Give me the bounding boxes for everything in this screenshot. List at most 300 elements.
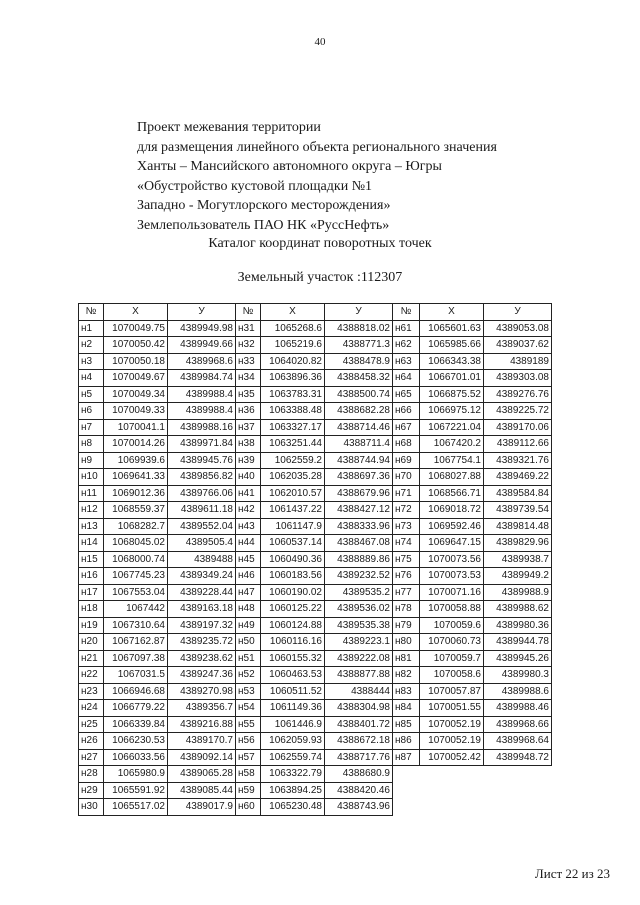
header-line: для размещения линейного объекта регионального значения [137, 139, 497, 155]
x-coordinate-cell: 1065230.48 [261, 799, 325, 816]
point-id-cell: н19 [79, 617, 104, 634]
y-coordinate-cell: 4389535.38 [325, 617, 393, 634]
x-coordinate-cell: 1067031.5 [104, 667, 168, 684]
x-coordinate-cell: 1067420.2 [420, 436, 484, 453]
x-coordinate-cell: 1063783.31 [261, 386, 325, 403]
x-coordinate-cell: 1060125.22 [261, 601, 325, 618]
y-coordinate-cell: 4389766.06 [168, 485, 236, 502]
x-coordinate-cell: 1066875.52 [420, 386, 484, 403]
table-row [79, 518, 552, 535]
y-coordinate-cell: 4389968.66 [484, 716, 552, 733]
table-row [79, 452, 552, 469]
table-row [79, 436, 552, 453]
x-coordinate-cell: 1065268.6 [261, 320, 325, 337]
table-row [79, 370, 552, 387]
x-coordinate-cell: 1063322.79 [261, 766, 325, 783]
x-coordinate-cell: 1070059.7 [420, 650, 484, 667]
y-coordinate-cell: 4389232.52 [325, 568, 393, 585]
y-coordinate-cell: 4389980.36 [484, 617, 552, 634]
column-header: № [393, 304, 420, 321]
point-id-cell: н77 [393, 584, 420, 601]
x-coordinate-cell: 1064020.82 [261, 353, 325, 370]
point-id-cell: н13 [79, 518, 104, 535]
empty-cell [420, 799, 484, 816]
point-id-cell: н44 [236, 535, 261, 552]
x-coordinate-cell: 1063327.17 [261, 419, 325, 436]
y-coordinate-cell: 4389988.6 [484, 683, 552, 700]
y-coordinate-cell: 4389552.04 [168, 518, 236, 535]
x-coordinate-cell: 1063388.48 [261, 403, 325, 420]
x-coordinate-cell: 1070041.1 [104, 419, 168, 436]
y-coordinate-cell: 4389356.7 [168, 700, 236, 717]
x-coordinate-cell: 1062559.74 [261, 749, 325, 766]
y-coordinate-cell: 4389225.72 [484, 403, 552, 420]
point-id-cell: н58 [236, 766, 261, 783]
y-coordinate-cell: 4388714.46 [325, 419, 393, 436]
table-row [79, 568, 552, 585]
point-id-cell: н64 [393, 370, 420, 387]
x-coordinate-cell: 1060155.32 [261, 650, 325, 667]
x-coordinate-cell: 1066975.12 [420, 403, 484, 420]
point-id-cell: н37 [236, 419, 261, 436]
x-coordinate-cell: 1062059.93 [261, 733, 325, 750]
table-row [79, 584, 552, 601]
x-coordinate-cell: 1070051.55 [420, 700, 484, 717]
point-id-cell: н6 [79, 403, 104, 420]
y-coordinate-cell: 4389584.84 [484, 485, 552, 502]
point-id-cell: н10 [79, 469, 104, 486]
y-coordinate-cell: 4389017.9 [168, 799, 236, 816]
table-row [79, 617, 552, 634]
point-id-cell: н85 [393, 716, 420, 733]
y-coordinate-cell: 4388679.96 [325, 485, 393, 502]
x-coordinate-cell: 1070058.88 [420, 601, 484, 618]
y-coordinate-cell: 4389536.02 [325, 601, 393, 618]
point-id-cell: н52 [236, 667, 261, 684]
table-row [79, 551, 552, 568]
y-coordinate-cell: 4389235.72 [168, 634, 236, 651]
point-id-cell: н18 [79, 601, 104, 618]
y-coordinate-cell: 4388877.88 [325, 667, 393, 684]
y-coordinate-cell: 4389112.66 [484, 436, 552, 453]
point-id-cell: н71 [393, 485, 420, 502]
y-coordinate-cell: 4389971.84 [168, 436, 236, 453]
sheet-label: Лист 22 из 23 [534, 866, 610, 881]
point-id-cell: н32 [236, 337, 261, 354]
x-coordinate-cell: 1070060.73 [420, 634, 484, 651]
x-coordinate-cell: 1066343.38 [420, 353, 484, 370]
point-id-cell: н81 [393, 650, 420, 667]
x-coordinate-cell: 1062035.28 [261, 469, 325, 486]
y-coordinate-cell: 4389988.4 [168, 386, 236, 403]
table-row [79, 485, 552, 502]
x-coordinate-cell: 1068000.74 [104, 551, 168, 568]
y-coordinate-cell: 4389535.2 [325, 584, 393, 601]
y-coordinate-cell: 4388458.32 [325, 370, 393, 387]
point-id-cell: н25 [79, 716, 104, 733]
y-coordinate-cell: 4388304.98 [325, 700, 393, 717]
y-coordinate-cell: 4388744.94 [325, 452, 393, 469]
table-row [79, 535, 552, 552]
point-id-cell: н69 [393, 452, 420, 469]
y-coordinate-cell: 4389349.24 [168, 568, 236, 585]
point-id-cell: н16 [79, 568, 104, 585]
point-id-cell: н56 [236, 733, 261, 750]
x-coordinate-cell: 1067745.23 [104, 568, 168, 585]
y-coordinate-cell: 4389270.98 [168, 683, 236, 700]
x-coordinate-cell: 1060183.56 [261, 568, 325, 585]
table-row [79, 502, 552, 519]
x-coordinate-cell: 1065985.66 [420, 337, 484, 354]
x-coordinate-cell: 1060463.53 [261, 667, 325, 684]
x-coordinate-cell: 1066339.84 [104, 716, 168, 733]
y-coordinate-cell: 4388500.74 [325, 386, 393, 403]
y-coordinate-cell: 4389829.96 [484, 535, 552, 552]
point-id-cell: н46 [236, 568, 261, 585]
catalog-title: Каталог координат поворотных точек [208, 236, 432, 251]
point-id-cell: н76 [393, 568, 420, 585]
point-id-cell: н3 [79, 353, 104, 370]
point-id-cell: н11 [79, 485, 104, 502]
x-coordinate-cell: 1070058.6 [420, 667, 484, 684]
table-row [79, 799, 552, 816]
x-coordinate-cell: 1062010.57 [261, 485, 325, 502]
x-coordinate-cell: 1061437.22 [261, 502, 325, 519]
point-id-cell: н59 [236, 782, 261, 799]
y-coordinate-cell: 4389469.22 [484, 469, 552, 486]
x-coordinate-cell: 1069018.72 [420, 502, 484, 519]
y-coordinate-cell: 4388444 [325, 683, 393, 700]
y-coordinate-cell: 4389092.14 [168, 749, 236, 766]
empty-cell [393, 782, 420, 799]
point-id-cell: н84 [393, 700, 420, 717]
x-coordinate-cell: 1065601.63 [420, 320, 484, 337]
y-coordinate-cell: 4389949.98 [168, 320, 236, 337]
table-row [79, 386, 552, 403]
x-coordinate-cell: 1060490.36 [261, 551, 325, 568]
x-coordinate-cell: 1070052.19 [420, 716, 484, 733]
header-line: Землепользователь ПАО НК «РуссНефть» [137, 217, 390, 233]
y-coordinate-cell: 4388771.3 [325, 337, 393, 354]
x-coordinate-cell: 1069592.46 [420, 518, 484, 535]
y-coordinate-cell: 4389988.4 [168, 403, 236, 420]
y-coordinate-cell: 4389505.4 [168, 535, 236, 552]
x-coordinate-cell: 1068566.71 [420, 485, 484, 502]
x-coordinate-cell: 1067221.04 [420, 419, 484, 436]
point-id-cell: н5 [79, 386, 104, 403]
x-coordinate-cell: 1070073.56 [420, 551, 484, 568]
y-coordinate-cell: 4388420.46 [325, 782, 393, 799]
point-id-cell: н65 [393, 386, 420, 403]
point-id-cell: н15 [79, 551, 104, 568]
column-header: У [484, 304, 552, 321]
table-row [79, 716, 552, 733]
point-id-cell: н78 [393, 601, 420, 618]
point-id-cell: н1 [79, 320, 104, 337]
point-id-cell: н4 [79, 370, 104, 387]
x-coordinate-cell: 1068027.88 [420, 469, 484, 486]
x-coordinate-cell: 1070052.42 [420, 749, 484, 766]
point-id-cell: н55 [236, 716, 261, 733]
x-coordinate-cell: 1060511.52 [261, 683, 325, 700]
point-id-cell: н33 [236, 353, 261, 370]
point-id-cell: н43 [236, 518, 261, 535]
point-id-cell: н51 [236, 650, 261, 667]
y-coordinate-cell: 4389938.7 [484, 551, 552, 568]
point-id-cell: н63 [393, 353, 420, 370]
point-id-cell: н72 [393, 502, 420, 519]
point-id-cell: н8 [79, 436, 104, 453]
x-coordinate-cell: 1070071.16 [420, 584, 484, 601]
y-coordinate-cell: 4388717.76 [325, 749, 393, 766]
y-coordinate-cell: 4388333.96 [325, 518, 393, 535]
column-header: У [168, 304, 236, 321]
point-id-cell: н30 [79, 799, 104, 816]
point-id-cell: н12 [79, 502, 104, 519]
point-id-cell: н68 [393, 436, 420, 453]
point-id-cell: н82 [393, 667, 420, 684]
x-coordinate-cell: 1070050.42 [104, 337, 168, 354]
y-coordinate-cell: 4389739.54 [484, 502, 552, 519]
x-coordinate-cell: 1070014.26 [104, 436, 168, 453]
empty-cell [484, 799, 552, 816]
parcel-title: Земельный участок :112307 [237, 270, 403, 285]
point-id-cell: н66 [393, 403, 420, 420]
empty-cell [420, 766, 484, 783]
y-coordinate-cell: 4389949.66 [168, 337, 236, 354]
table-row [79, 667, 552, 684]
point-id-cell: н83 [393, 683, 420, 700]
table-header-row [79, 304, 552, 321]
x-coordinate-cell: 1070050.18 [104, 353, 168, 370]
y-coordinate-cell: 4389968.64 [484, 733, 552, 750]
column-header: № [79, 304, 104, 321]
x-coordinate-cell: 1067754.1 [420, 452, 484, 469]
point-id-cell: н14 [79, 535, 104, 552]
table-row [79, 766, 552, 783]
point-id-cell: н23 [79, 683, 104, 700]
table-row [79, 700, 552, 717]
y-coordinate-cell: 4388711.4 [325, 436, 393, 453]
y-coordinate-cell: 4389222.08 [325, 650, 393, 667]
x-coordinate-cell: 1070049.67 [104, 370, 168, 387]
table-row [79, 353, 552, 370]
point-id-cell: н28 [79, 766, 104, 783]
point-id-cell: н47 [236, 584, 261, 601]
point-id-cell: н70 [393, 469, 420, 486]
point-id-cell: н41 [236, 485, 261, 502]
y-coordinate-cell: 4389944.78 [484, 634, 552, 651]
y-coordinate-cell: 4389238.62 [168, 650, 236, 667]
y-coordinate-cell: 4388697.36 [325, 469, 393, 486]
y-coordinate-cell: 4389949.2 [484, 568, 552, 585]
point-id-cell: н60 [236, 799, 261, 816]
x-coordinate-cell: 1067553.04 [104, 584, 168, 601]
x-coordinate-cell: 1066033.56 [104, 749, 168, 766]
y-coordinate-cell: 4389948.72 [484, 749, 552, 766]
y-coordinate-cell: 4388427.12 [325, 502, 393, 519]
table-row [79, 403, 552, 420]
x-coordinate-cell: 1067162.87 [104, 634, 168, 651]
x-coordinate-cell: 1061446.9 [261, 716, 325, 733]
y-coordinate-cell: 4389037.62 [484, 337, 552, 354]
point-id-cell: н31 [236, 320, 261, 337]
point-id-cell: н79 [393, 617, 420, 634]
table-row [79, 650, 552, 667]
y-coordinate-cell: 4389170.7 [168, 733, 236, 750]
x-coordinate-cell: 1068282.7 [104, 518, 168, 535]
x-coordinate-cell: 1065980.9 [104, 766, 168, 783]
y-coordinate-cell: 4389303.08 [484, 370, 552, 387]
point-id-cell: н40 [236, 469, 261, 486]
point-id-cell: н7 [79, 419, 104, 436]
x-coordinate-cell: 1060537.14 [261, 535, 325, 552]
y-coordinate-cell: 4389968.6 [168, 353, 236, 370]
y-coordinate-cell: 4389856.82 [168, 469, 236, 486]
table-row [79, 601, 552, 618]
y-coordinate-cell: 4389065.28 [168, 766, 236, 783]
point-id-cell: н80 [393, 634, 420, 651]
x-coordinate-cell: 1060124.88 [261, 617, 325, 634]
x-coordinate-cell: 1065219.6 [261, 337, 325, 354]
y-coordinate-cell: 4389611.18 [168, 502, 236, 519]
x-coordinate-cell: 1070049.75 [104, 320, 168, 337]
x-coordinate-cell: 1069012.36 [104, 485, 168, 502]
x-coordinate-cell: 1070052.19 [420, 733, 484, 750]
point-id-cell: н9 [79, 452, 104, 469]
x-coordinate-cell: 1066701.01 [420, 370, 484, 387]
y-coordinate-cell: 4389988.62 [484, 601, 552, 618]
x-coordinate-cell: 1067442 [104, 601, 168, 618]
coordinates-table [78, 303, 552, 816]
x-coordinate-cell: 1060116.16 [261, 634, 325, 651]
point-id-cell: н39 [236, 452, 261, 469]
table-row [79, 749, 552, 766]
header-line: Ханты – Мансийского автономного округа – Югры [137, 159, 442, 174]
header-block [137, 118, 597, 235]
y-coordinate-cell: 4389988.46 [484, 700, 552, 717]
table-row [79, 782, 552, 799]
x-coordinate-cell: 1066946.68 [104, 683, 168, 700]
empty-cell [393, 766, 420, 783]
y-coordinate-cell: 4388743.96 [325, 799, 393, 816]
point-id-cell: н86 [393, 733, 420, 750]
y-coordinate-cell: 4389223.1 [325, 634, 393, 651]
point-id-cell: н48 [236, 601, 261, 618]
y-coordinate-cell: 4389189 [484, 353, 552, 370]
table-row [79, 320, 552, 337]
y-coordinate-cell: 4389980.3 [484, 667, 552, 684]
point-id-cell: н53 [236, 683, 261, 700]
table-row [79, 419, 552, 436]
point-id-cell: н74 [393, 535, 420, 552]
table-row [79, 733, 552, 750]
y-coordinate-cell: 4389053.08 [484, 320, 552, 337]
empty-cell [393, 799, 420, 816]
x-coordinate-cell: 1061149.36 [261, 700, 325, 717]
header-line: Проект межевания территории [137, 120, 321, 135]
point-id-cell: н34 [236, 370, 261, 387]
y-coordinate-cell: 4388467.08 [325, 535, 393, 552]
y-coordinate-cell: 4388672.18 [325, 733, 393, 750]
column-header: X [420, 304, 484, 321]
table-row [79, 683, 552, 700]
y-coordinate-cell: 4389247.36 [168, 667, 236, 684]
y-coordinate-cell: 4389321.76 [484, 452, 552, 469]
point-id-cell: н20 [79, 634, 104, 651]
y-coordinate-cell: 4389488 [168, 551, 236, 568]
y-coordinate-cell: 4389988.16 [168, 419, 236, 436]
x-coordinate-cell: 1063896.36 [261, 370, 325, 387]
x-coordinate-cell: 1069647.15 [420, 535, 484, 552]
point-id-cell: н24 [79, 700, 104, 717]
point-id-cell: н50 [236, 634, 261, 651]
x-coordinate-cell: 1069939.6 [104, 452, 168, 469]
header-line: Западно - Могутлорского месторождения» [137, 198, 391, 213]
point-id-cell: н45 [236, 551, 261, 568]
y-coordinate-cell: 4389945.76 [168, 452, 236, 469]
column-header: X [104, 304, 168, 321]
table-row [79, 337, 552, 354]
y-coordinate-cell: 4389814.48 [484, 518, 552, 535]
x-coordinate-cell: 1066779.22 [104, 700, 168, 717]
y-coordinate-cell: 4389228.44 [168, 584, 236, 601]
point-id-cell: н54 [236, 700, 261, 717]
point-id-cell: н22 [79, 667, 104, 684]
point-id-cell: н87 [393, 749, 420, 766]
x-coordinate-cell: 1070059.6 [420, 617, 484, 634]
x-coordinate-cell: 1070049.33 [104, 403, 168, 420]
y-coordinate-cell: 4388889.86 [325, 551, 393, 568]
x-coordinate-cell: 1065517.02 [104, 799, 168, 816]
point-id-cell: н2 [79, 337, 104, 354]
x-coordinate-cell: 1069641.33 [104, 469, 168, 486]
point-id-cell: н61 [393, 320, 420, 337]
x-coordinate-cell: 1060190.02 [261, 584, 325, 601]
point-id-cell: н57 [236, 749, 261, 766]
y-coordinate-cell: 4389197.32 [168, 617, 236, 634]
point-id-cell: н42 [236, 502, 261, 519]
y-coordinate-cell: 4389988.9 [484, 584, 552, 601]
point-id-cell: н17 [79, 584, 104, 601]
y-coordinate-cell: 4389216.88 [168, 716, 236, 733]
x-coordinate-cell: 1068045.02 [104, 535, 168, 552]
column-header: № [236, 304, 261, 321]
point-id-cell: н21 [79, 650, 104, 667]
point-id-cell: н49 [236, 617, 261, 634]
y-coordinate-cell: 4389170.06 [484, 419, 552, 436]
y-coordinate-cell: 4388401.72 [325, 716, 393, 733]
x-coordinate-cell: 1070049.34 [104, 386, 168, 403]
table-row [79, 469, 552, 486]
x-coordinate-cell: 1065591.92 [104, 782, 168, 799]
y-coordinate-cell: 4389984.74 [168, 370, 236, 387]
point-id-cell: н36 [236, 403, 261, 420]
x-coordinate-cell: 1066230.53 [104, 733, 168, 750]
y-coordinate-cell: 4389163.18 [168, 601, 236, 618]
x-coordinate-cell: 1062559.2 [261, 452, 325, 469]
y-coordinate-cell: 4389276.76 [484, 386, 552, 403]
page-number: 40 [314, 36, 326, 48]
point-id-cell: н73 [393, 518, 420, 535]
x-coordinate-cell: 1067310.64 [104, 617, 168, 634]
point-id-cell: н38 [236, 436, 261, 453]
point-id-cell: н62 [393, 337, 420, 354]
x-coordinate-cell: 1063251.44 [261, 436, 325, 453]
y-coordinate-cell: 4388680.9 [325, 766, 393, 783]
point-id-cell: н67 [393, 419, 420, 436]
y-coordinate-cell: 4388818.02 [325, 320, 393, 337]
